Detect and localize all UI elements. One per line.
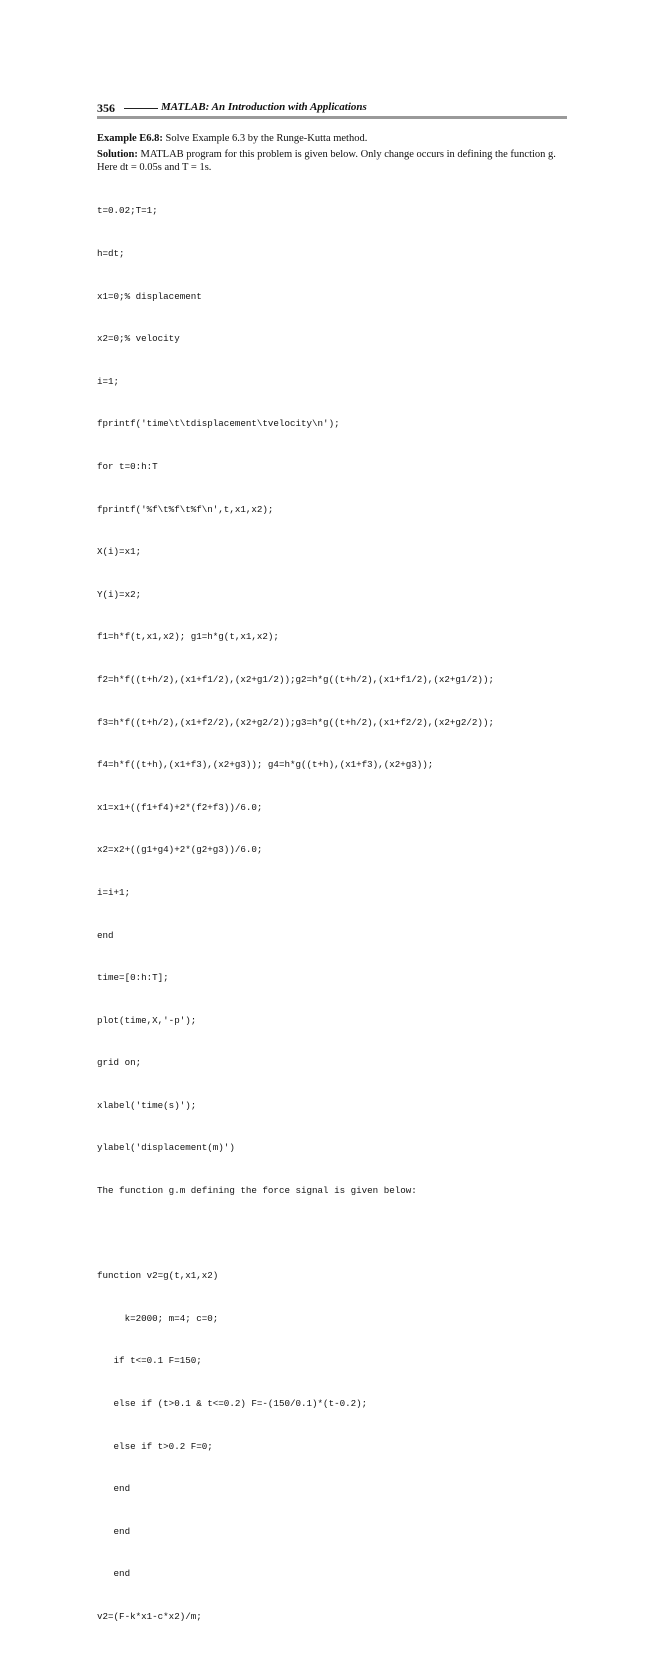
code-line: ylabel('displacement(m)') [97,1142,235,1154]
code-line: v2=(F-k*x1-c*x2)/m; [97,1611,202,1622]
code-line: X(i)=x1; [97,546,142,558]
running-title: MATLAB: An Introduction with Applications [161,101,367,113]
code-line: x1=0;% displacement [97,290,202,302]
code-line: xlabel('time(s)'); [97,1099,197,1111]
code-line: function v2=g(t,x1,x2) [97,1270,219,1282]
code-listing [97,176,567,1653]
code-line: f3=h*f((t+h/2),(x1+f2/2),(x2+g2/2));g3=h*g((t+h/2),(x1+f2/2),(x2+g2/2)); [97,716,494,728]
solution-paragraph-line2: Here dt = 0.05s and T = 1s. [97,162,212,173]
code-line: grid on; [97,1057,142,1069]
code-line: if t<=0.1 F=150; [97,1355,202,1367]
code-line: x2=x2+((g1+g4)+2*(g2+g3))/6.0; [97,844,263,856]
header-divider [97,116,567,119]
code-line: The function g.m defining the force signal is given below: [97,1185,417,1197]
code-line: time=[0:h:T]; [97,972,169,984]
solution-text: MATLAB program for this problem is given below. Only change occurs in defining the function g. [140,149,556,160]
code-line: fprintf('time\t\tdisplacement\tvelocity\n'); [97,418,340,430]
solution-paragraph [97,148,577,162]
code-line: Y(i)=x2; [97,588,142,600]
code-line: fprintf('%f\t%f\t%f\n',t,x1,x2); [97,503,274,515]
code-line: end [97,929,114,941]
code-line [97,1227,567,1241]
header-rule [124,108,158,109]
code-line: f4=h*f((t+h),(x1+f3),(x2+g3)); g4=h*g((t+h),(x1+f3),(x2+g3)); [97,759,434,771]
code-line: x1=x1+((f1+f4)+2*(f2+f3))/6.0; [97,801,263,813]
code-line: f1=h*f(t,x1,x2); g1=h*g(t,x1,x2); [97,631,279,643]
code-line: i=1; [97,375,120,387]
code-line: end [97,1568,131,1580]
code-line: for t=0:h:T [97,460,158,472]
solution-label: Solution: [97,149,138,160]
example-heading [97,132,577,146]
code-line: end [97,1525,131,1537]
code-line: h=dt; [97,248,125,259]
code-line: i=i+1; [97,886,131,898]
code-line: end [97,1483,131,1495]
example-label: Example E6.8: [97,133,163,144]
example-text: Solve Example 6.3 by the Runge-Kutta method. [165,133,368,144]
code-line: f2=h*f((t+h/2),(x1+f1/2),(x2+g1/2));g2=h*g((t+h/2),(x1+f1/2),(x2+g1/2)); [97,673,494,685]
code-line: x2=0;% velocity [97,333,180,345]
page-number: 356 [97,101,115,115]
page-header [97,101,567,117]
code-line: k=2000; m=4; c=0; [97,1312,219,1324]
code-line: t=0.02;T=1; [97,205,158,217]
code-line: plot(time,X,'-p'); [97,1014,197,1026]
code-line: else if (t>0.1 & t<=0.2) F=-(150/0.1)*(t-0.2); [97,1398,368,1410]
code-line: else if t>0.2 F=0; [97,1440,213,1452]
